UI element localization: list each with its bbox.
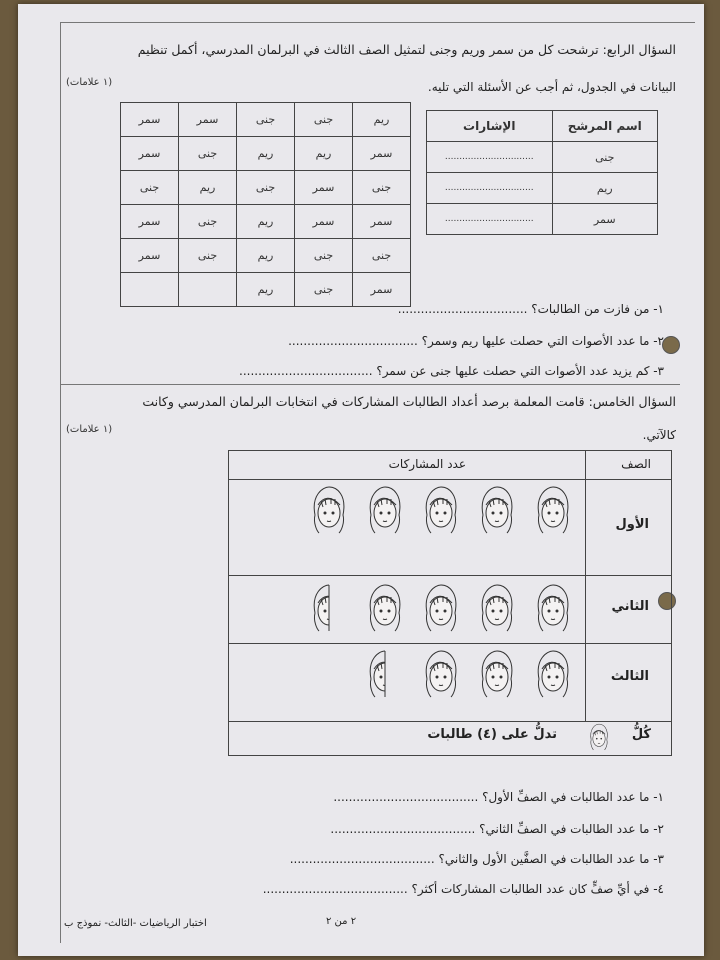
vote-cell: جنى bbox=[121, 171, 179, 205]
vote-cell: سمر bbox=[121, 103, 179, 137]
pictograph-row-line bbox=[229, 575, 671, 576]
girl-face-icon bbox=[533, 649, 573, 699]
page-number: ٢ من ٢ bbox=[326, 916, 357, 927]
key-girl-face-icon bbox=[587, 723, 611, 751]
vote-cell: جنى bbox=[179, 239, 237, 273]
tally-marks-blank[interactable]: ............................... bbox=[427, 204, 553, 235]
vote-cell: ريم bbox=[295, 137, 353, 171]
class-label: الثاني bbox=[611, 599, 649, 614]
q4-marks: (١ علامات) bbox=[66, 77, 113, 88]
vote-cell: ريم bbox=[237, 137, 295, 171]
q5-question-1: ١- ما عدد الطالبات في الصفِّ الأول؟ ...................................... bbox=[333, 790, 664, 804]
candidate-name-header: اسم المرشح bbox=[552, 111, 658, 142]
vote-cell: جنى bbox=[295, 103, 353, 137]
candidate-row bbox=[427, 204, 658, 235]
pictograph-class-header: الصف bbox=[621, 457, 651, 471]
punch-hole-top bbox=[662, 336, 680, 354]
vote-cell: جنى bbox=[353, 171, 411, 205]
vote-cell: جنى bbox=[179, 205, 237, 239]
vote-cell: سمر bbox=[353, 137, 411, 171]
pictograph-key-each: كُلُّ bbox=[631, 727, 651, 742]
girl-face-icon bbox=[477, 485, 517, 535]
section-divider bbox=[60, 384, 680, 385]
girl-face-icon bbox=[365, 583, 405, 633]
vote-cell: سمر bbox=[121, 205, 179, 239]
q4-title-line2: البيانات في الجدول، ثم أجب عن الأسئلة التي تليه. bbox=[427, 80, 676, 94]
vote-cell: جنى bbox=[295, 273, 353, 307]
girl-face-icon bbox=[533, 485, 573, 535]
vote-cell: سمر bbox=[353, 273, 411, 307]
candidate-name: ريم bbox=[552, 173, 658, 204]
pictograph-count-header: عدد المشاركات bbox=[388, 457, 466, 471]
q4-question-3: ٣- كم يزيد عدد الأصوات التي حصلت عليها جنى عن سمر؟ ................................... bbox=[239, 364, 664, 378]
girl-face-icon bbox=[421, 485, 461, 535]
exam-title-footer: اختبار الرياضيات -الثالث- نموذج ب bbox=[64, 918, 207, 929]
vote-cell: جنى bbox=[237, 171, 295, 205]
candidate-name: سمر bbox=[552, 204, 658, 235]
q5-title-line1: السؤال الخامس: قامت المعلمة برصد أعداد الطالبات المشاركات في انتخابات البرلمان المدرسي وكانت bbox=[142, 394, 676, 409]
candidate-row bbox=[427, 142, 658, 173]
tally-marks-blank[interactable]: ............................... bbox=[427, 142, 553, 173]
girl-face-icon bbox=[421, 649, 461, 699]
vote-cell: سمر bbox=[295, 171, 353, 205]
votes-row bbox=[121, 171, 411, 205]
pictograph-row-line bbox=[229, 643, 671, 644]
class-label: الثالث bbox=[610, 669, 649, 684]
vote-cell: سمر bbox=[121, 137, 179, 171]
vote-cell: جنى bbox=[353, 239, 411, 273]
tally-marks-blank[interactable]: ............................... bbox=[427, 173, 553, 204]
pictograph-table bbox=[228, 450, 672, 756]
girl-face-icon bbox=[309, 485, 349, 535]
girl-face-icon bbox=[421, 583, 461, 633]
q5-title-line2: كالآتي. bbox=[642, 428, 676, 442]
girl-face-icon bbox=[477, 649, 517, 699]
girl-face-icon bbox=[365, 485, 405, 535]
votes-row bbox=[121, 137, 411, 171]
class-label: الأول bbox=[615, 517, 649, 532]
vote-cell: ريم bbox=[179, 171, 237, 205]
votes-row bbox=[121, 273, 411, 307]
vote-cell bbox=[121, 273, 179, 307]
partial-girl-face-icon bbox=[365, 649, 405, 699]
vote-cell bbox=[179, 273, 237, 307]
vote-cell: سمر bbox=[179, 103, 237, 137]
girl-face-icon bbox=[477, 583, 517, 633]
vote-cell: ريم bbox=[237, 239, 295, 273]
candidate-row bbox=[427, 173, 658, 204]
pictograph-row-line bbox=[229, 721, 671, 722]
q4-question-2: ٢- ما عدد الأصوات التي حصلت عليها ريم وسمر؟ .................................. bbox=[288, 334, 664, 348]
votes-row bbox=[121, 205, 411, 239]
vote-cell: ريم bbox=[353, 103, 411, 137]
pictograph-key-means: تدلُّ على (٤) طالبات bbox=[427, 727, 557, 742]
vote-cell: سمر bbox=[295, 205, 353, 239]
votes-table bbox=[120, 102, 411, 307]
pictograph-header-line bbox=[229, 479, 671, 480]
q5-question-4: ٤- في أيِّ صفٍّ كان عدد الطالبات المشاركات أكثر؟ ...................................... bbox=[262, 882, 664, 896]
vote-cell: سمر bbox=[121, 239, 179, 273]
q5-marks: (١ علامات) bbox=[66, 424, 113, 435]
vote-cell: ريم bbox=[237, 205, 295, 239]
vote-cell: ريم bbox=[237, 273, 295, 307]
q4-question-1: ١- من فازت من الطالبات؟ .................................. bbox=[397, 302, 664, 316]
vote-cell: جنى bbox=[179, 137, 237, 171]
vote-cell: سمر bbox=[353, 205, 411, 239]
vote-cell: جنى bbox=[237, 103, 295, 137]
candidate-name: جنى bbox=[552, 142, 658, 173]
tally-marks-header: الإشارات bbox=[427, 111, 553, 142]
q4-title-line1: السؤال الرابع: ترشحت كل من سمر وريم وجنى لتمثيل الصف الثالث في البرلمان المدرسي، أكمل تنظيم bbox=[137, 42, 676, 57]
q5-question-3: ٣- ما عدد الطالبات في الصفَّين الأول والثاني؟ ...................................... bbox=[289, 852, 664, 866]
votes-row bbox=[121, 239, 411, 273]
q5-question-2: ٢- ما عدد الطالبات في الصفِّ الثاني؟ ...................................... bbox=[330, 822, 664, 836]
partial-girl-face-icon bbox=[309, 583, 349, 633]
candidates-tally-table bbox=[426, 110, 658, 235]
pictograph-column-divider bbox=[585, 451, 586, 721]
votes-row bbox=[121, 103, 411, 137]
vote-cell: جنى bbox=[295, 239, 353, 273]
girl-face-icon bbox=[533, 583, 573, 633]
